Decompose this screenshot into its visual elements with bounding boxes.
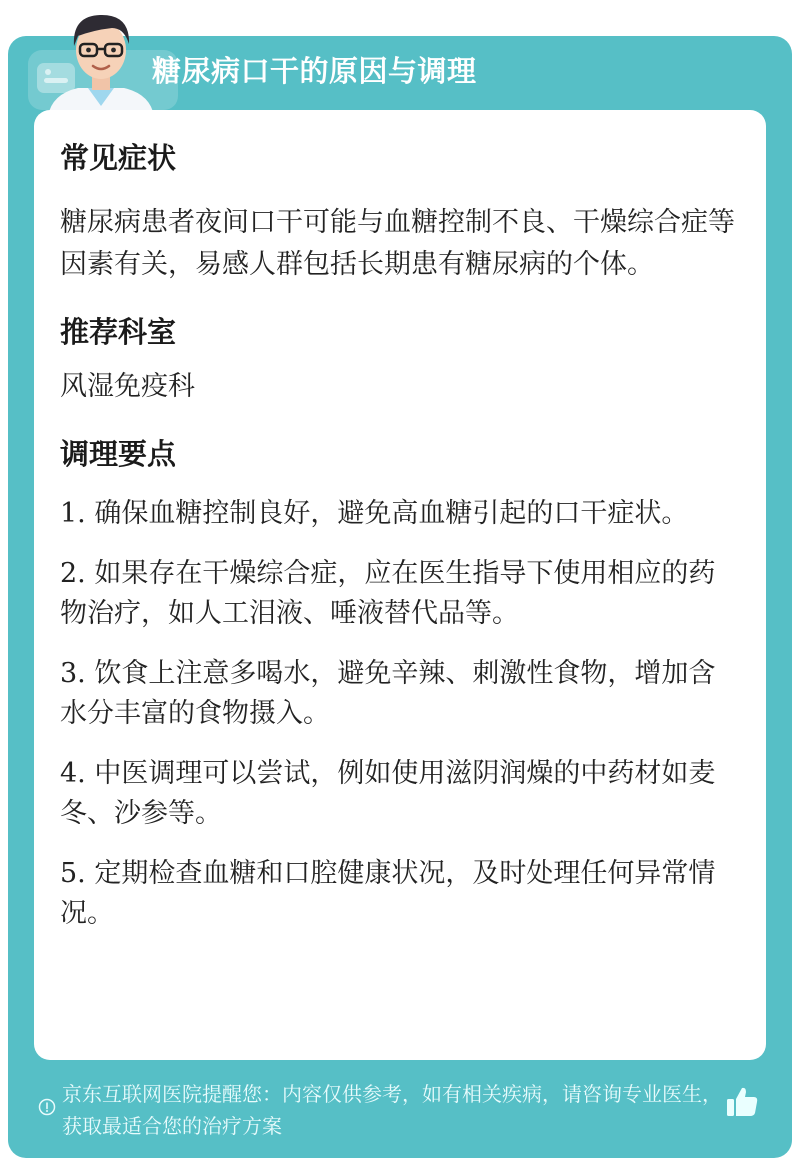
list-item-number: 4. bbox=[60, 758, 86, 789]
doctor-avatar-icon bbox=[42, 6, 160, 116]
list-item-text: 确保血糖控制良好，避免高血糖引起的口干症状。 bbox=[85, 498, 689, 529]
symptoms-heading: 常见症状 bbox=[60, 141, 177, 175]
care-list bbox=[60, 494, 740, 934]
list-item bbox=[60, 854, 740, 934]
symptoms-text: 糖尿病患者夜间口干可能与血糖控制不良、干燥综合症等因素有关，易感人群包括长期患有糖尿病的个体。 bbox=[60, 207, 735, 280]
department-heading: 推荐科室 bbox=[60, 315, 177, 349]
content-card bbox=[34, 110, 766, 1060]
list-item bbox=[60, 494, 740, 534]
footer-notice: 京东互联网医院提醒您：内容仅供参考，如有相关疾病，请咨询专业医生，获取最适合您的治疗方案 bbox=[62, 1082, 722, 1138]
list-item-number: 1. bbox=[60, 498, 86, 529]
list-item-text: 如果存在干燥综合症，应在医生指导下使用相应的药物治疗，如人工泪液、唾液替代品等。 bbox=[60, 558, 716, 629]
care-heading: 调理要点 bbox=[60, 437, 177, 471]
list-item-text: 定期检查血糖和口腔健康状况，及时处理任何异常情况。 bbox=[60, 858, 716, 929]
thumbs-up-icon[interactable] bbox=[724, 1084, 760, 1120]
list-item bbox=[60, 654, 740, 734]
list-item bbox=[60, 554, 740, 634]
list-item bbox=[60, 754, 740, 834]
list-item-number: 2. bbox=[60, 558, 86, 589]
list-item-text: 中医调理可以尝试，例如使用滋阴润燥的中药材如麦冬、沙参等。 bbox=[60, 758, 716, 829]
info-icon bbox=[38, 1098, 56, 1116]
page-title: 糖尿病口干的原因与调理 bbox=[152, 54, 477, 88]
list-item-text: 饮食上注意多喝水，避免辛辣、刺激性食物，增加含水分丰富的食物摄入。 bbox=[60, 658, 716, 729]
list-item-number: 3. bbox=[60, 658, 86, 689]
list-item-number: 5. bbox=[60, 858, 86, 889]
department-text: 风湿免疫科 bbox=[60, 371, 195, 402]
